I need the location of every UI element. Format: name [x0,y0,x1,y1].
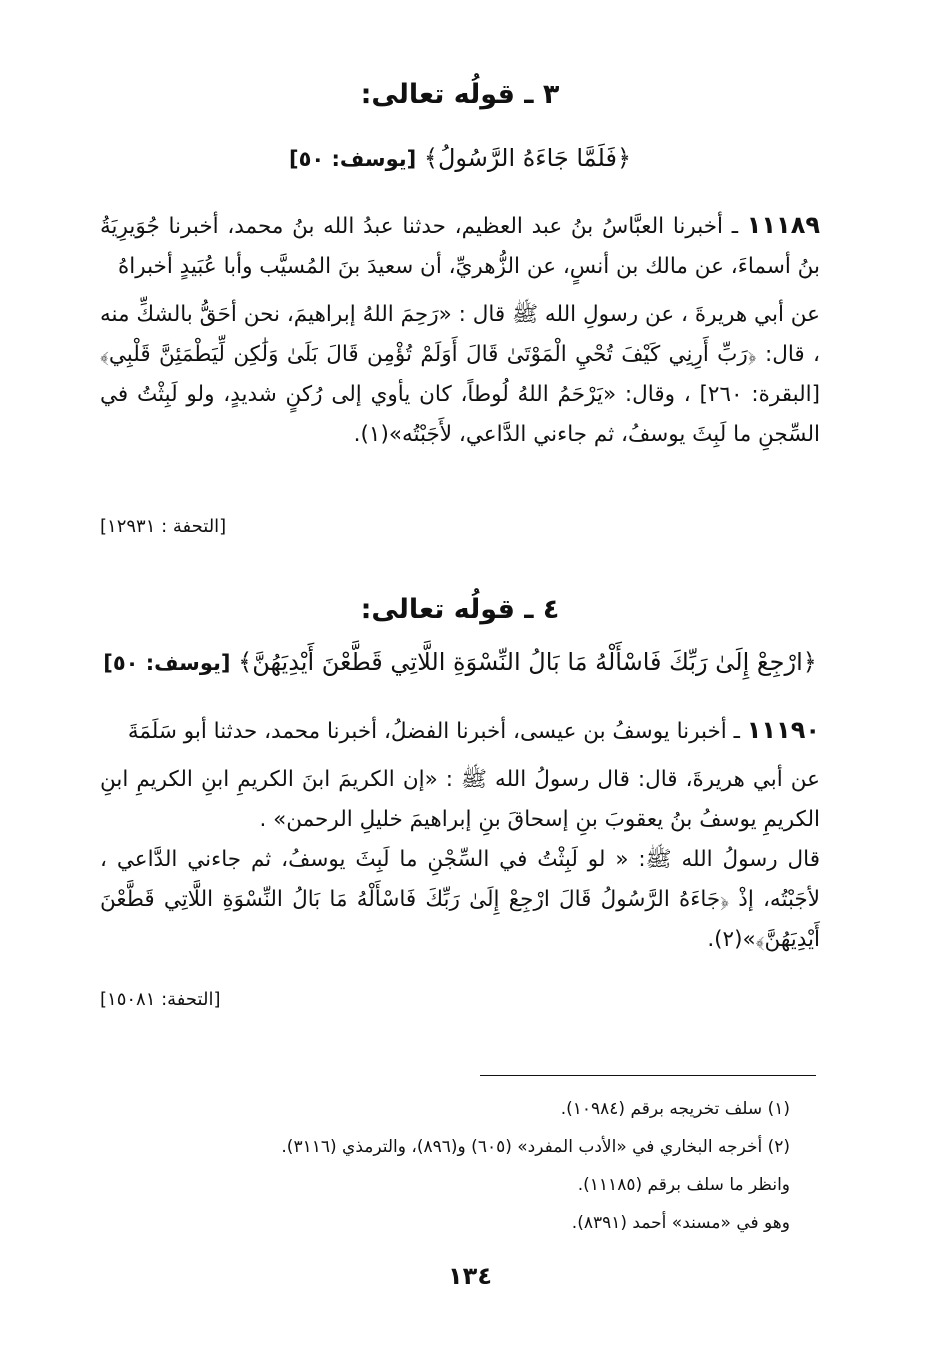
hadith-11189-tuhfa-row [100,512,820,542]
hadith-11189-isnad [100,205,820,287]
section-3-heading: ٣ ـ قولُه تعالى: [360,79,560,110]
hadith-11190 [100,710,820,960]
footnote-2: (٢) أخرجه البخاري في «الأدب المفرد» (٦٠٥) و(٨٩٦)، والترمذي (٣١١٦). [281,1137,790,1157]
hadith-11190-isnad-text: ـ أخبرنا يوسفُ بن عيسى، أخبرنا الفضلُ، أخبرنا محمد، حدثنا أبو سَلَمَةَ [127,719,740,744]
hadith-11190-tuhfa: [التحفة: ١٥٠٨١] [100,989,221,1010]
section-4-verse-ref: [يوسف: ٥٠] [103,651,231,675]
hadith-11190-number: ١١١٩٠ [746,716,820,744]
hadith-11190-matn-2: قال رسولُ الله ﷺ: « لو لَبِثْتُ في السِّجْنِ ما لَبِثَ يوسفُ، ثم جاءني الدَّاعي ، لأجَبْتُه، إذْ ﴿جَاءَهُ الرَّسُولُ قَالَ ارْجِعْ إِلَىٰ رَبِّكَ فَاسْأَلْهُ مَا بَالُ النِّسْوَةِ اللَّاتِي قَطَّعْنَ أَيْدِيَهُنَّ﴾»(٢). [100,847,820,952]
hadith-11189-number: ١١١٨٩ [746,211,820,239]
section-4-verse: ﴿ارْجِعْ إِلَىٰ رَبِّكَ فَاسْأَلْهُ مَا بَالُ النِّسْوَةِ اللَّاتِي قَطَّعْنَ أَيْدِيَهُنَّ﴾ [238,648,817,676]
hadith-11189-matn: عن أبي هريرةَ ، عن رسولِ الله ﷺ قال : «رَحِمَ اللهُ إبراهيمَ، نحن أحَقُّ بالشكِّ منه ، قال: ﴿رَبِّ أَرِنِي كَيْفَ تُحْيِ الْمَوْتَىٰ قَالَ أَوَلَمْ تُؤْمِن قَالَ بَلَىٰ وَلَٰكِن لِّيَطْمَئِنَّ قَلْبِي﴾ [البقرة: ٢٦٠] ، وقال: «يَرْحَمُ اللهُ لُوطاً، كان يأوي إلى رُكنٍ شديدٍ، ولو لَبِثْتُ في السِّجنِ ما لَبِثَ يوسفُ، ثم جاءني الدَّاعي، لأَجَبْتُه»(١). [100,302,820,447]
section-4-heading: ٤ ـ قولُه تعالى: [360,594,560,625]
hadith-11189 [100,205,820,455]
footnote-2-see-also: وانظر ما سلف برقم (١١١٨٥). [577,1175,790,1195]
footnote-divider [480,1075,816,1076]
section-3-verse-ref: [يوسف: ٥٠] [288,147,417,171]
hadith-11190-tuhfa-row [100,985,820,1015]
footnote-1: (١) سلف تخريجه برقم (١٠٩٨٤). [560,1099,790,1119]
section-3-verse: ﴿فَلَمَّا جَاءَهُ الرَّسُولُ﴾ [423,144,632,172]
section-4-verse-line [100,642,820,683]
section-3-verse-line [100,138,820,179]
hadith-11189-tuhfa: [التحفة : ١٢٩٣١] [100,516,227,537]
hadith-11189-isnad-text: ـ أخبرنا العبَّاسُ بنُ عبد العظيم، حدثنا عبدُ الله بنُ محمد، أخبرنا جُوَيرِيَةُ بنُ أسماءَ، عن مالك بن أنسٍ، عن الزُّهريِّ، أن سعيدَ بنَ المُسيَّب وأبا عُبَيدٍ أخبراهُ [100,214,820,279]
hadith-11190-matn-1: عن أبي هريرةَ، قال: قال رسولُ الله ﷺ : «إن الكريمَ ابنَ الكريمِ ابنِ الكريمِ ابنِ الكريمِ يوسفُ بنُ يعقوبَ بنِ إسحاقَ بنِ إبراهيمَ خليلِ الرحمن» . [100,767,820,832]
footnote-2-musnad: وهو في «مسند» أحمد (٨٣٩١). [571,1213,790,1233]
hadith-11190-isnad [100,710,820,752]
page-number: ١٣٤ [448,1262,492,1290]
